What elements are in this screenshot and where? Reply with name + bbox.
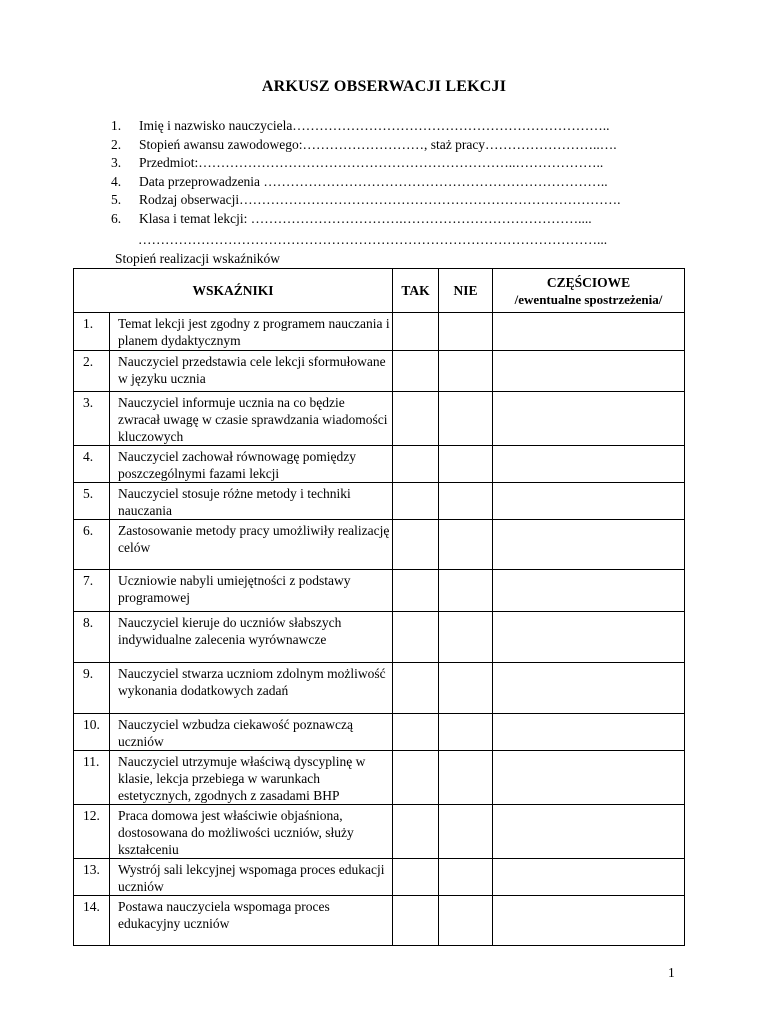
field-subject: 3. Przedmiot:……………………………………………………………..……………….. — [111, 155, 604, 171]
field-text: Rodzaj obserwacji…………………………………………………………………………. — [139, 192, 621, 208]
row-number: 4. — [74, 446, 110, 483]
cell-yes[interactable] — [393, 520, 439, 570]
row-text: Uczniowie nabyli umiejętności z podstawy programowej — [110, 570, 393, 612]
field-observation-type: 5. Rodzaj obserwacji…………………………………………………………………………. — [111, 192, 621, 208]
row-number: 11. — [74, 751, 110, 805]
cell-partial[interactable] — [493, 446, 685, 483]
cell-partial[interactable] — [493, 751, 685, 805]
row-text: Nauczyciel wzbudza ciekawość poznawczą uczniów — [110, 714, 393, 751]
table-row — [74, 805, 685, 859]
table-row — [74, 351, 685, 392]
row-number: 10. — [74, 714, 110, 751]
field-date: 4. Data przeprowadzenia ………………………………………………………………….. — [111, 173, 608, 189]
cell-yes[interactable] — [393, 714, 439, 751]
row-number: 14. — [74, 896, 110, 946]
cell-partial[interactable] — [493, 570, 685, 612]
cell-no[interactable] — [439, 663, 493, 714]
row-number: 7. — [74, 570, 110, 612]
cell-yes[interactable] — [393, 896, 439, 946]
cell-no[interactable] — [439, 751, 493, 805]
field-text: Przedmiot:……………………………………………………………..……………….. — [139, 155, 604, 171]
page-number: 1 — [668, 965, 675, 980]
cell-partial[interactable] — [493, 805, 685, 859]
header-yes: TAK — [393, 269, 439, 313]
cell-yes[interactable] — [393, 351, 439, 392]
cell-no[interactable] — [439, 351, 493, 392]
cell-partial[interactable] — [493, 612, 685, 663]
cell-yes[interactable] — [393, 859, 439, 896]
cell-no[interactable] — [439, 570, 493, 612]
field-teacher-name: 1. Imię i nazwisko nauczyciela…………………………………………………………….. — [111, 118, 610, 133]
table-row — [74, 313, 685, 351]
row-text: Wystrój sali lekcyjnej wspomaga proces edukacji uczniów — [110, 859, 393, 896]
cell-partial[interactable] — [493, 313, 685, 351]
row-text: Temat lekcji jest zgodny z programem nauczania i planem dydaktycznym — [110, 313, 393, 351]
row-text: Postawa nauczyciela wspomaga proces edukacyjny uczniów — [110, 896, 393, 946]
row-number: 3. — [74, 392, 110, 446]
cell-partial[interactable] — [493, 351, 685, 392]
row-number: 5. — [74, 483, 110, 520]
cell-no[interactable] — [439, 520, 493, 570]
cell-no[interactable] — [439, 313, 493, 351]
cell-yes[interactable] — [393, 446, 439, 483]
field-text: Stopień awansu zawodowego:………………………, staż pracy……………………..…. — [139, 136, 617, 152]
row-number: 13. — [74, 859, 110, 896]
cell-yes[interactable] — [393, 313, 439, 351]
header-no: NIE — [439, 269, 493, 313]
row-number: 8. — [74, 612, 110, 663]
row-text: Nauczyciel stwarza uczniom zdolnym możliwość wykonania dodatkowych zadań — [110, 663, 393, 714]
cell-yes[interactable] — [393, 663, 439, 714]
table-row — [74, 483, 685, 520]
cell-no[interactable] — [439, 714, 493, 751]
table-row — [74, 714, 685, 751]
cell-partial[interactable] — [493, 483, 685, 520]
cell-partial[interactable] — [493, 663, 685, 714]
cell-partial[interactable] — [493, 896, 685, 946]
cell-yes[interactable] — [393, 751, 439, 805]
document-title: ARKUSZ OBSERWACJI LEKCJI — [261, 78, 507, 95]
header-partial — [493, 269, 685, 313]
field-text: Data przeprowadzenia ………………………………………………………………….. — [139, 173, 608, 189]
field-class-topic: 6. Klasa i temat lekcji: …………………………….………………………………….... — [111, 210, 592, 226]
table-row — [74, 392, 685, 446]
cell-yes[interactable] — [393, 392, 439, 446]
table-row — [74, 663, 685, 714]
indicators-table — [73, 268, 685, 946]
cell-no[interactable] — [439, 392, 493, 446]
row-text: Nauczyciel zachował równowagę pomiędzy poszczególnymi fazami lekcji — [110, 446, 393, 483]
row-text: Nauczyciel stosuje różne metody i techniki nauczania — [110, 483, 393, 520]
cell-yes[interactable] — [393, 570, 439, 612]
row-number: 6. — [74, 520, 110, 570]
row-number: 2. — [74, 351, 110, 392]
row-text: Nauczyciel kieruje do uczniów słabszych indywidualne zalecenia wyrównawcze — [110, 612, 393, 663]
cell-yes[interactable] — [393, 483, 439, 520]
row-text: Nauczyciel informuje ucznia na co będzie zwracał uwagę w czasie sprawdzania wiadomości kluczowych — [110, 392, 393, 446]
field-text: Imię i nazwisko nauczyciela…………………………………………………………….. — [139, 118, 610, 133]
table-row — [74, 570, 685, 612]
table-row — [74, 520, 685, 570]
field-continuation-line: …………………………………………………………………………………………... — [138, 232, 608, 247]
table-row — [74, 859, 685, 896]
row-number: 12. — [74, 805, 110, 859]
section-subtitle: Stopień realizacji wskaźników — [115, 251, 280, 266]
cell-no[interactable] — [439, 446, 493, 483]
cell-no[interactable] — [439, 805, 493, 859]
header-partial-label: CZĘŚCIOWE — [546, 274, 631, 290]
row-text: Nauczyciel utrzymuje właściwą dyscyplinę w klasie, lekcja przebiega w warunkach estetycznych, zgodnych z zasadami BHP — [110, 751, 393, 805]
table-row — [74, 751, 685, 805]
cell-no[interactable] — [439, 896, 493, 946]
cell-partial[interactable] — [493, 392, 685, 446]
table-row — [74, 896, 685, 946]
row-text: Nauczyciel przedstawia cele lekcji sformułowane w języku ucznia — [110, 351, 393, 392]
field-promotion-level: 2. Stopień awansu zawodowego:………………………, staż pracy……………………..…. — [111, 136, 617, 152]
header-indicators: WSKAŹNIKI — [74, 269, 393, 313]
row-number: 9. — [74, 663, 110, 714]
row-number: 1. — [74, 313, 110, 351]
table-row — [74, 612, 685, 663]
cell-no[interactable] — [439, 612, 493, 663]
table-row — [74, 446, 685, 483]
cell-yes[interactable] — [393, 612, 439, 663]
cell-partial[interactable] — [493, 859, 685, 896]
table-header-row — [74, 269, 685, 313]
cell-no[interactable] — [439, 859, 493, 896]
cell-yes[interactable] — [393, 805, 439, 859]
teacher-info-fields — [111, 117, 691, 229]
row-text: Praca domowa jest właściwie objaśniona, dostosowana do możliwości uczniów, służy kształceniu — [110, 805, 393, 859]
field-text: Klasa i temat lekcji: …………………………….………………………………….... — [139, 210, 592, 226]
row-text: Zastosowanie metody pracy umożliwiły realizację celów — [110, 520, 393, 570]
cell-partial[interactable] — [493, 714, 685, 751]
cell-partial[interactable] — [493, 520, 685, 570]
header-partial-sub: /ewentualne spostrzeżenia/ — [514, 291, 663, 307]
cell-no[interactable] — [439, 483, 493, 520]
